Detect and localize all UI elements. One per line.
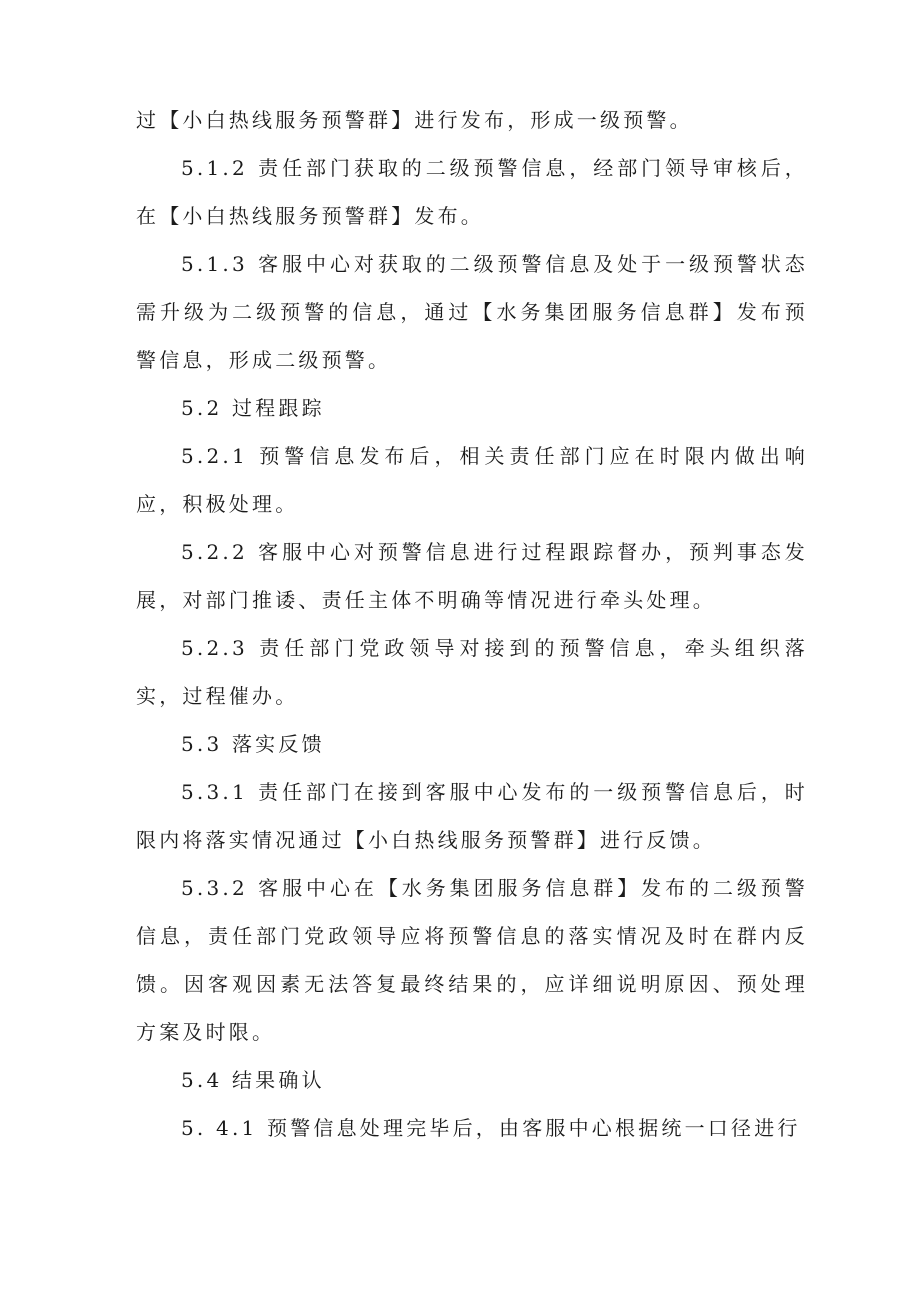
paragraph-continuation: 过【小白热线服务预警群】进行发布，形成一级预警。: [136, 108, 693, 132]
paragraph-5-3-1: 5.3.1 责任部门在接到客服中心发布的一级预警信息后，时限内将落实情况通过【小白热线服务预警群】进行反馈。: [136, 780, 808, 852]
paragraph-5-2-3: 5.2.3 责任部门党政领导对接到的预警信息，牵头组织落实，过程催办。: [136, 636, 808, 708]
paragraph-5-1-3: 5.1.3 客服中心对获取的二级预警信息及处于一级预警状态需升级为二级预警的信息，通过【水务集团服务信息群】发布预警信息，形成二级预警。: [136, 252, 808, 372]
section-heading-5-3: 5.3 落实反馈: [181, 732, 325, 756]
paragraph-5-4-1: 5. 4.1 预警信息处理完毕后，由客服中心根据统一口径进行: [181, 1116, 801, 1140]
section-heading-5-2: 5.2 过程跟踪: [181, 396, 325, 420]
paragraph-5-2-2: 5.2.2 客服中心对预警信息进行过程跟踪督办，预判事态发展，对部门推诿、责任主体不明确等情况进行牵头处理。: [136, 540, 808, 612]
document-body: [136, 96, 808, 1152]
paragraph-5-2-1: 5.2.1 预警信息发布后，相关责任部门应在时限内做出响应，积极处理。: [136, 444, 808, 516]
section-heading-5-4: 5.4 结果确认: [181, 1068, 325, 1092]
paragraph-5-3-2: 5.3.2 客服中心在【水务集团服务信息群】发布的二级预警信息，责任部门党政领导应将预警信息的落实情况及时在群内反馈。因客观因素无法答复最终结果的，应详细说明原因、预处理方案及时限。: [136, 876, 808, 1044]
paragraph-5-1-2: 5.1.2 责任部门获取的二级预警信息，经部门领导审核后，在【小白热线服务预警群】发布。: [136, 156, 808, 228]
